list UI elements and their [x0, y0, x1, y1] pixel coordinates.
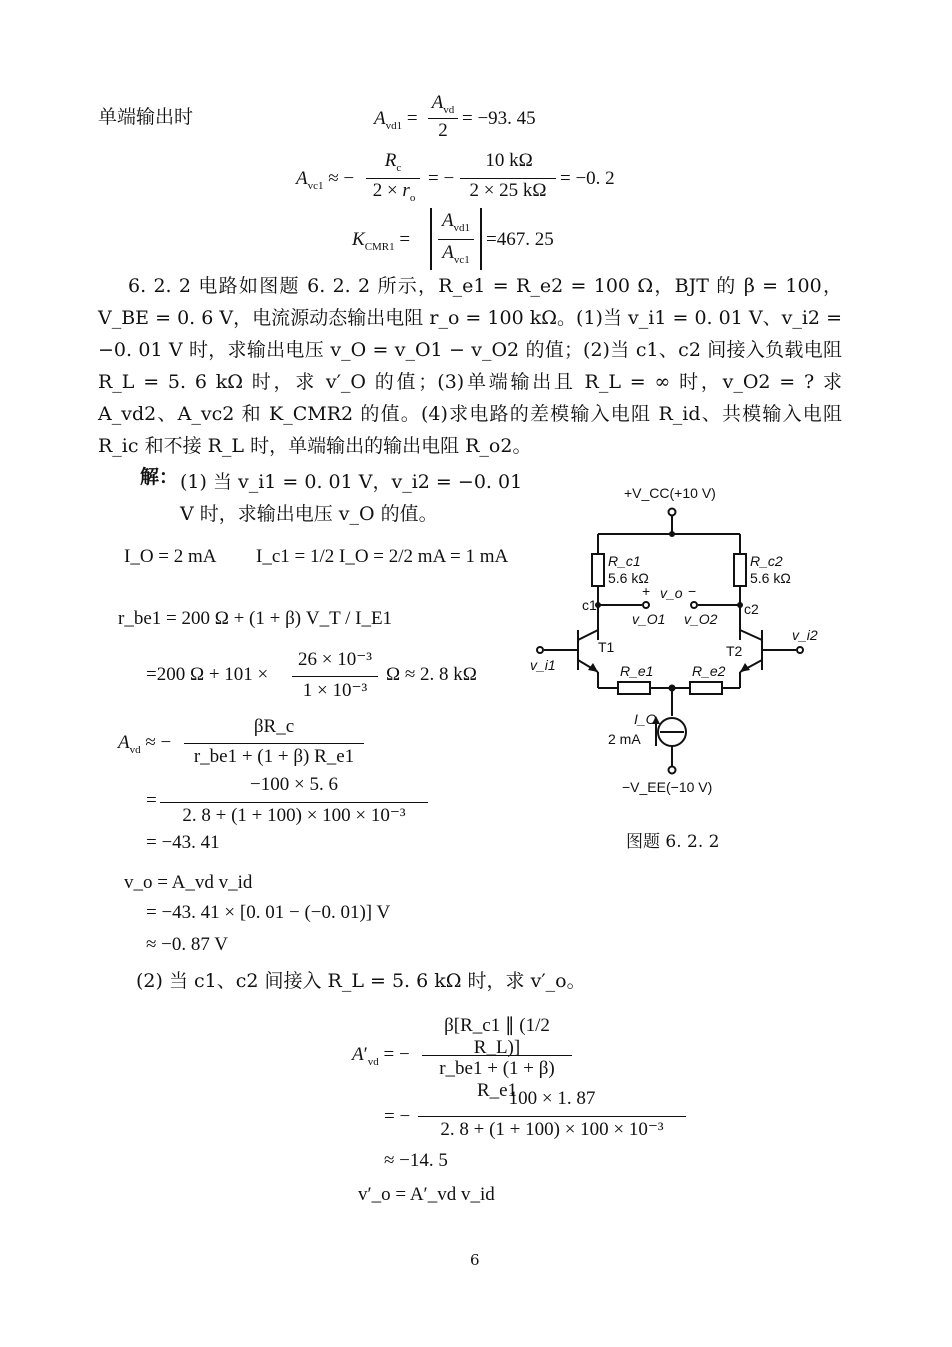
avd-den2: 2. 8 + (1 + 100) × 100 × 10⁻³ [182, 805, 406, 826]
avc1-result: = −0. 2 [560, 168, 615, 189]
vee-label: −V_EE(−10 V) [622, 779, 713, 795]
rc1-value: 5.6 kΩ [608, 570, 649, 586]
vi2-label: v_i2 [792, 627, 818, 643]
avdp-num: β[R_c1 ∥ (1/2 R_L)] [444, 1015, 550, 1058]
re2-label: R_e2 [692, 663, 726, 679]
avd-result: = −43. 41 [146, 832, 220, 853]
rc2-label: R_c2 [750, 553, 783, 569]
avc1-lhs: $A_{vc1}$ ≈ − [296, 168, 355, 192]
part2-question: (2) 当 c1、c2 间接入 R_L = 5. 6 kΩ 时，求 v′_o。 [136, 970, 586, 992]
vo1-label: v_O1 [632, 611, 666, 627]
rbe1-line2-post: Ω ≈ 2. 8 kΩ [386, 664, 477, 685]
c2-label: c2 [744, 601, 759, 617]
svg-text:−: − [688, 583, 697, 599]
rbe1-num: 26 × 10⁻³ [298, 649, 372, 670]
c1-label: c1 [582, 597, 597, 613]
problem-text: 6. 2. 2 电路如图题 6. 2. 2 所示，R_e1 = R_e2 = 100 Ω，BJT 的 β = 100，V_BE = 0. 6 V，电流源动态输出电阻 r_o = 100 kΩ。(1)当 v_i1 = 0. 01 V、v_i2 = −0. 01 V 时，求输出电压 v_O = v_O1 − v_O2 的值；(2)当 c1、c2 间接入负载电阻 R_L = 5. 6 kΩ 时，求 v′_O 的值；(3)单端输出且 R_L = ∞ 时，v_O2 = ? 求 A_vd2、A_vc2 和 K_CMR2 的值。(4)求电路的差模输入电阻 R_id、共模输入电阻 R_ic 和不接 R_L 时，单端输出的输出电阻 R_o2。 [98, 275, 842, 457]
ic1-eq: I_c1 = 1/2 I_O = 2/2 mA = 1 mA [256, 546, 509, 567]
io-label: I_O [634, 711, 657, 727]
avc1-num: 10 kΩ [485, 150, 533, 171]
io-eq: I_O = 2 mA [124, 546, 217, 567]
vo-line3: ≈ −0. 87 V [146, 934, 229, 955]
rbe1-den: 1 × 10⁻³ [302, 680, 368, 701]
part1-question: (1) 当 v_i1 = 0. 01 V，v_i2 = −0. 01 V 时，求输出电压 v_O 的值。 [180, 471, 523, 525]
vi1-label: v_i1 [530, 657, 556, 673]
vcc-label: +V_CC(+10 V) [624, 485, 716, 501]
avd-den: r_be1 + (1 + β) R_e1 [193, 746, 355, 767]
avd-lhs: $A_{vd}$ ≈ − [118, 732, 172, 756]
rbe1-line2-pre: =200 Ω + 101 × [146, 664, 269, 685]
avdp-den: r_be1 + (1 + β) R_e1 [439, 1058, 555, 1101]
avd1-result: = −93. 45 [462, 108, 536, 129]
avc1-den: 2 × 25 kΩ [469, 180, 547, 201]
avdp-num2: 100 × 1. 87 [508, 1088, 596, 1109]
avd-num2: −100 × 5. 6 [250, 774, 338, 795]
avdp-lhs: $A'_{vd}$ = − [352, 1044, 410, 1068]
kcmr1-result: =467. 25 [486, 229, 554, 250]
vo2-label: v_O2 [684, 611, 718, 627]
t2-label: T2 [726, 643, 743, 659]
avdp-den2: 2. 8 + (1 + 100) × 100 × 10⁻³ [440, 1119, 664, 1140]
vo-line2: = −43. 41 × [0. 01 − (−0. 01)] V [146, 902, 391, 923]
solution-label: 解： [140, 466, 179, 488]
avd-num: βR_c [253, 716, 295, 737]
differential-amplifier-circuit [520, 480, 840, 810]
single-end-label: 单端输出时 [98, 106, 194, 128]
vo-label: v_o [660, 585, 683, 601]
io-value: 2 mA [608, 731, 641, 747]
rc1-label: R_c1 [608, 553, 641, 569]
avd1-lhs: $A_{vd1}$ = [374, 108, 418, 132]
kcmr1-lhs: $K_{CMR1}$ = [352, 229, 411, 253]
vop-eq: v′_o = A′_vd v_id [358, 1184, 495, 1205]
rbe1-line1: r_be1 = 200 Ω + (1 + β) V_T / I_E1 [118, 608, 393, 629]
vo-line1: v_o = A_vd v_id [124, 872, 253, 893]
avdp-result: ≈ −14. 5 [384, 1150, 448, 1171]
figure-caption: 图题 6. 2. 2 [626, 832, 720, 852]
rc2-value: 5.6 kΩ [750, 570, 791, 586]
svg-text:+: + [642, 583, 651, 599]
re1-label: R_e1 [620, 663, 654, 679]
avd1-fraction: $A_{vd}$ [431, 92, 455, 116]
t1-label: T1 [598, 639, 615, 655]
page-number: 6 [470, 1251, 480, 1269]
